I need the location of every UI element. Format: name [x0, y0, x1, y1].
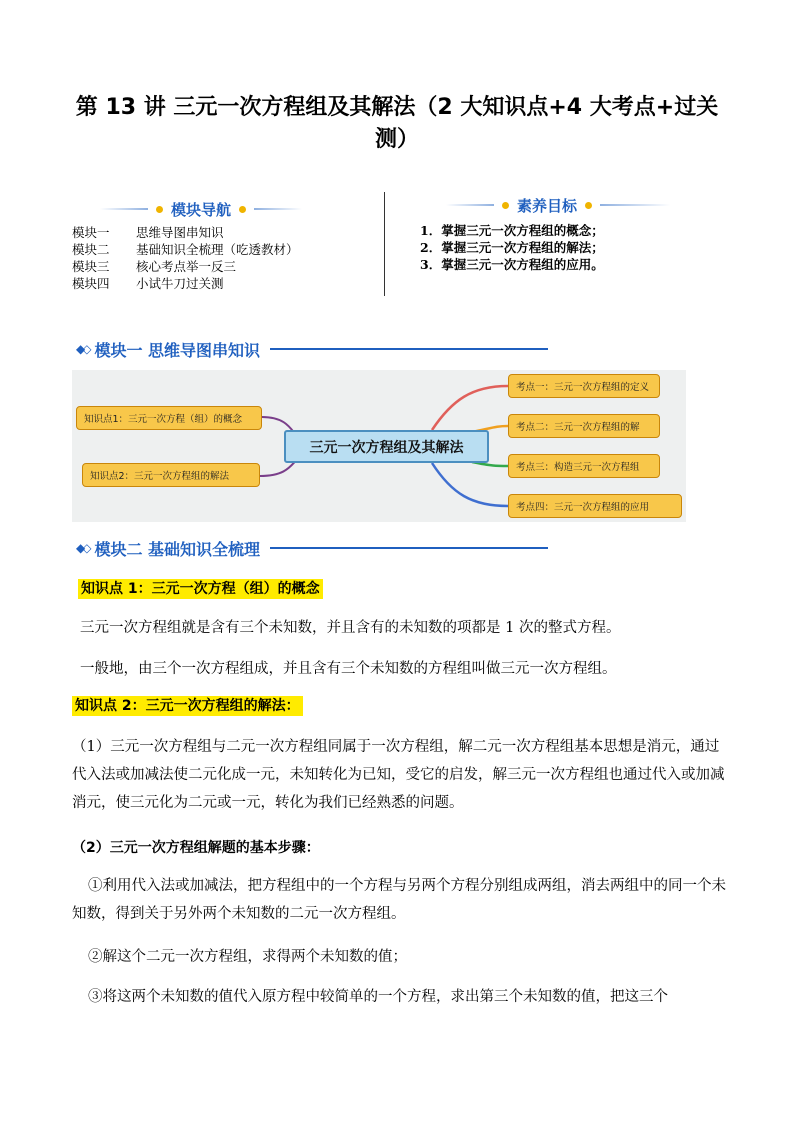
knowledge-point-1-title: 知识点 1：三元一次方程（组）的概念	[78, 579, 323, 599]
step-item: ②解这个二元一次方程组，求得两个未知数的值；	[88, 949, 407, 965]
paragraph: （1）三元一次方程组与二元一次方程组同属于一次方程组，解二元一次方程组基本思想是消元，通过代入法或加减法使二元化成一元，未知转化为已知，受它的启发，解三元一次方程组也通过代入或加减消元，使三元化为二元或一元，转化为我们已经熟悉的问题。	[72, 739, 725, 811]
nav-heading	[100, 198, 302, 220]
nav-item: 模块二 基础知识全梳理（吃透教材）	[72, 242, 299, 257]
goal-item: 3．掌握三元一次方程组的应用。	[420, 257, 604, 272]
goal-item: 1．掌握三元一次方程组的概念；	[420, 223, 604, 238]
mind-map-node: 考点三：构造三元一次方程组	[508, 454, 660, 478]
mind-map	[72, 370, 686, 522]
dot-icon	[585, 202, 592, 209]
dot-icon	[239, 206, 246, 213]
dot-icon	[502, 202, 509, 209]
mind-map-node: 知识点1：三元一次方程（组）的概念	[76, 406, 262, 430]
module2-heading: ◆◇ 模块二 基础知识全梳理	[76, 537, 548, 559]
heading-rule	[270, 348, 548, 350]
step-item: ③将这两个未知数的值代入原方程中较简单的一个方程，求出第三个未知数的值，把这三个	[88, 989, 668, 1005]
nav-item: 模块一 思维导图串知识	[72, 225, 224, 240]
goals-heading	[446, 194, 670, 216]
goal-item: 2．掌握三元一次方程组的解法；	[420, 240, 604, 255]
goals-heading-text: 素养目标	[517, 196, 578, 215]
mind-map-center: 三元一次方程组及其解法	[284, 430, 489, 463]
mind-map-node: 考点四：三元一次方程组的应用	[508, 494, 682, 518]
nav-heading-text: 模块导航	[171, 200, 232, 219]
mind-map-node: 考点二：三元一次方程组的解	[508, 414, 660, 438]
paragraph: 三元一次方程组就是含有三个未知数，并且含有的未知数的项都是 1 次的整式方程。	[80, 620, 621, 636]
dot-icon	[156, 206, 163, 213]
nav-item: 模块三 核心考点举一反三	[72, 259, 237, 274]
mind-map-node: 考点一：三元一次方程组的定义	[508, 374, 660, 398]
nav-item: 模块四 小试牛刀过关测	[72, 276, 224, 291]
diamond-icon: ◆◇	[76, 541, 89, 555]
mind-map-node: 知识点2：三元一次方程组的解法	[82, 463, 260, 487]
heading-rule	[270, 547, 548, 549]
paragraph-steps-heading: （2）三元一次方程组解题的基本步骤：	[72, 840, 320, 856]
module1-heading: ◆◇ 模块一 思维导图串知识	[76, 338, 548, 360]
knowledge-point-2-title: 知识点 2：三元一次方程组的解法：	[72, 696, 303, 716]
step-item: ①利用代入法或加减法，把方程组中的一个方程与另两个方程分别组成两组，消去两组中的同一个未知数，得到关于另外两个未知数的二元一次方程组。	[72, 878, 726, 922]
diamond-icon: ◆◇	[76, 342, 89, 356]
page-title: 第 13 讲 三元一次方程组及其解法（2 大知识点+4 大考点+过关测）	[75, 95, 719, 152]
column-divider	[384, 192, 385, 296]
goals-list	[420, 222, 604, 273]
nav-list	[72, 224, 299, 292]
paragraph: 一般地，由三个一次方程组成，并且含有三个未知数的方程组叫做三元一次方程组。	[80, 661, 617, 677]
